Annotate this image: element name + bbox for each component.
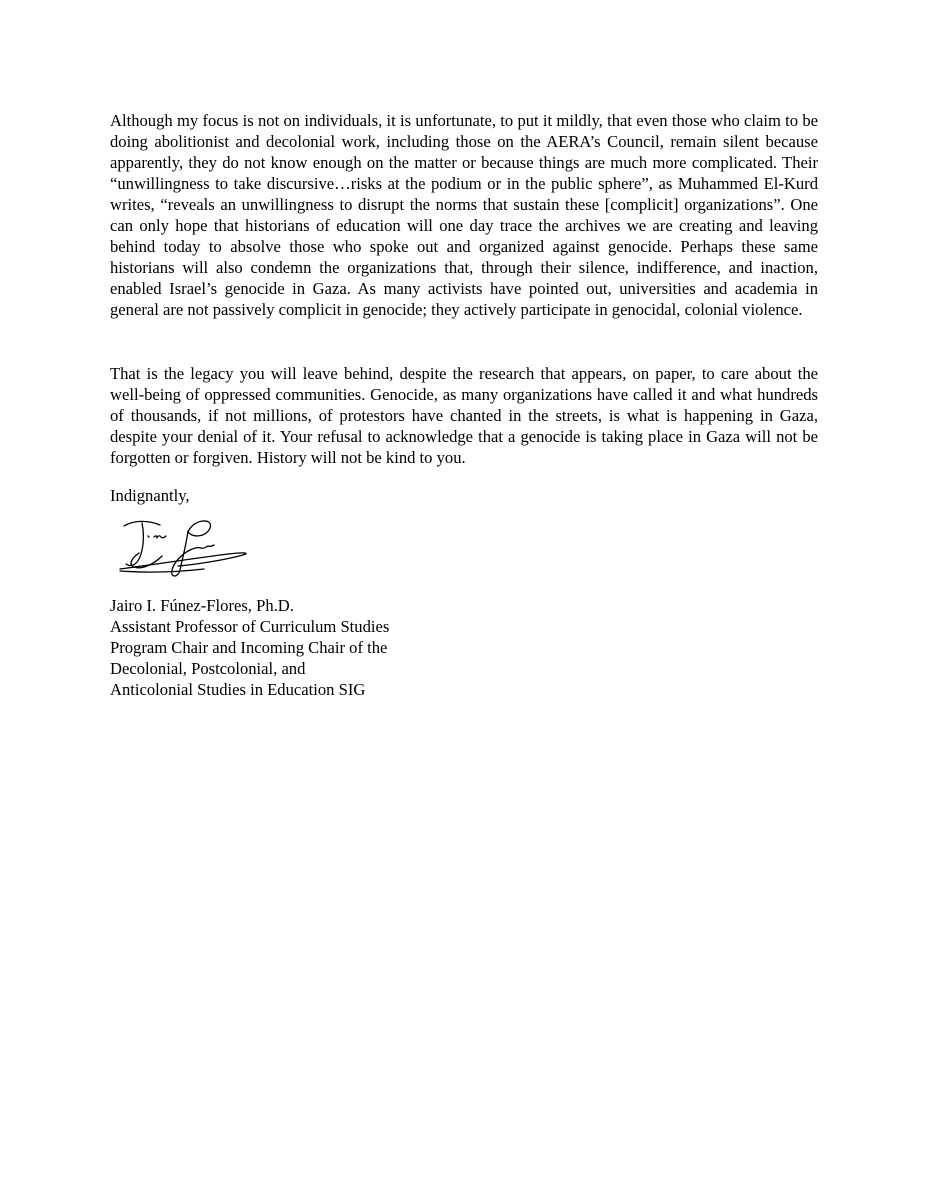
signer-role-line-2: Decolonial, Postcolonial, and	[110, 659, 306, 678]
signature-block	[110, 595, 389, 700]
body-paragraph-2: That is the legacy you will leave behind, despite the research that appears, on paper, to care about the well-being of oppressed communities. Genocide, as many organizations have called it and what hundreds of thousands, if not millions, of protestors have chanted in the streets, is what is happening in Gaza, despite your denial of it. Your refusal to acknowledge that a genocide is taking place in Gaza will not be forgotten or forgiven. History will not be kind to you.	[110, 364, 818, 467]
closing-salutation: Indignantly,	[110, 486, 190, 505]
signer-role-line-1: Program Chair and Incoming Chair of the	[110, 638, 388, 657]
body-paragraph-1: Although my focus is not on individuals, it is unfortunate, to put it mildly, that even those who claim to be doing abolitionist and decolonial work, including those on the AERA’s Council, remain silent because apparently, they do not know enough on the matter or because things are much more complicated. Their “unwillingness to take discursive…risks at the podium or in the public sphere”, as Muhammed El-Kurd writes, “reveals an unwillingness to disrupt the norms that sustain these [complicit] organizations”. One can only hope that historians of education will one day trace the archives we are creating and leaving behind today to absolve those who spoke out and organized against genocide. Perhaps these same historians will also condemn the organizations that, through their silence, indifference, and inaction, enabled Israel’s genocide in Gaza. As many activists have pointed out, universities and academia in general are not passively complicit in genocide; they actively participate in genocidal, colonial violence.	[110, 111, 818, 319]
signer-title: Assistant Professor of Curriculum Studies	[110, 617, 390, 636]
signer-role-line-3: Anticolonial Studies in Education SIG	[110, 680, 366, 699]
handwritten-signature	[118, 514, 250, 580]
signer-name: Jairo I. Fúnez-Flores, Ph.D.	[110, 596, 294, 615]
